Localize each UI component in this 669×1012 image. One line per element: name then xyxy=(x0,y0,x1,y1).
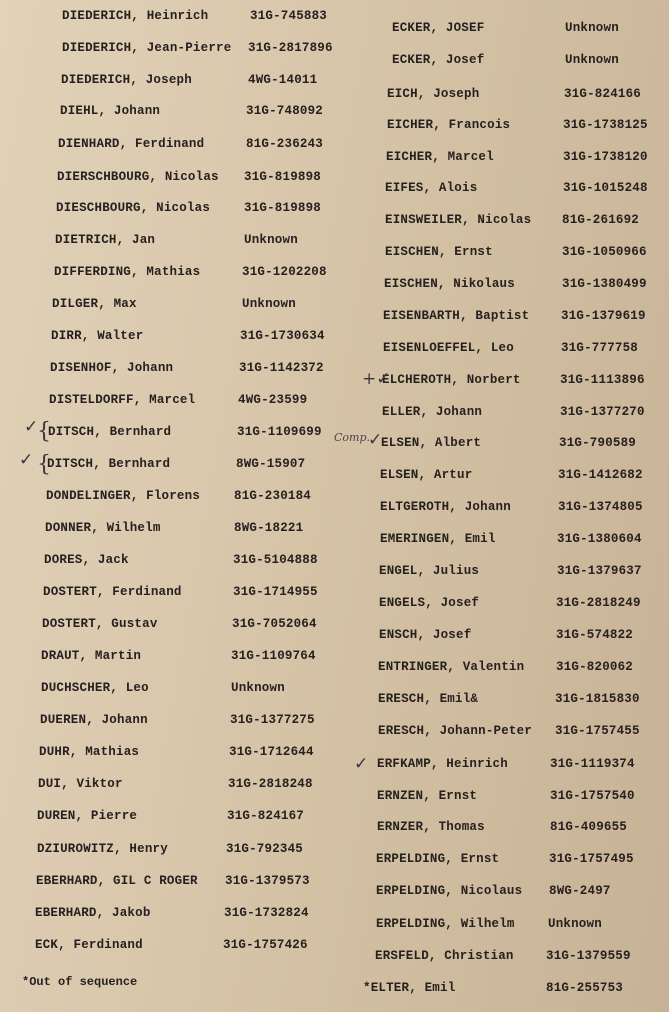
list-row xyxy=(0,745,360,765)
serial-number: Unknown xyxy=(231,681,285,695)
person-name: ELLER, Johann xyxy=(382,405,483,419)
list-row xyxy=(345,341,669,361)
serial-number: 81G-230184 xyxy=(234,489,312,503)
list-row xyxy=(345,724,669,744)
handwritten-check-mark: ✓ xyxy=(354,754,369,774)
serial-number: 31G-5104888 xyxy=(233,553,318,567)
list-row xyxy=(345,373,669,393)
serial-number: Unknown xyxy=(565,21,619,35)
person-name: DONDELINGER, Florens xyxy=(46,489,201,503)
list-row xyxy=(345,87,669,107)
serial-number: 31G-1757455 xyxy=(555,724,640,738)
person-name: EICH, Joseph xyxy=(387,87,480,101)
person-name: EBERHARD, Jakob xyxy=(35,906,151,920)
person-name: ERNZER, Thomas xyxy=(377,820,485,834)
person-name: EISCHEN, Ernst xyxy=(385,245,493,259)
serial-number: 31G-824166 xyxy=(564,87,642,101)
list-row xyxy=(345,820,669,840)
list-row xyxy=(345,53,669,73)
person-name: DIEHL, Johann xyxy=(60,104,161,118)
person-name: DIERSCHBOURG, Nicolas xyxy=(57,170,219,184)
handwritten-bracket: { xyxy=(37,419,51,444)
list-row xyxy=(0,393,360,413)
person-name: DISTELDORFF, Marcel xyxy=(49,393,196,407)
serial-number: 31G-1374805 xyxy=(558,500,643,514)
serial-number: 31G-1379637 xyxy=(557,564,642,578)
person-name: ECKER, JOSEF xyxy=(392,21,485,35)
person-name: DONNER, Wilhelm xyxy=(45,521,161,535)
person-name: EICHER, Francois xyxy=(387,118,511,132)
person-name: EBERHARD, GIL C ROGER xyxy=(36,874,198,888)
serial-number: 31G-7052064 xyxy=(232,617,317,631)
list-row xyxy=(0,9,360,29)
list-row xyxy=(345,436,669,456)
list-row xyxy=(0,233,360,253)
serial-number: 81G-261692 xyxy=(562,213,640,227)
list-row xyxy=(0,585,360,605)
person-name: ERPELDING, Ernst xyxy=(376,852,500,866)
list-row xyxy=(345,213,669,233)
serial-number: 31G-1109699 xyxy=(237,425,322,439)
person-name: DUREN, Pierre xyxy=(37,809,138,823)
person-name: EICHER, Marcel xyxy=(386,150,494,164)
list-row xyxy=(345,917,669,937)
serial-number: 31G-1050966 xyxy=(562,245,647,259)
list-row xyxy=(0,361,360,381)
list-row xyxy=(345,660,669,680)
person-name: ENGELS, Josef xyxy=(379,596,480,610)
serial-number: 31G-1712644 xyxy=(229,745,314,759)
list-row xyxy=(0,104,360,124)
serial-number: 31G-1142372 xyxy=(239,361,324,375)
list-row xyxy=(345,405,669,425)
serial-number: 31G-1732824 xyxy=(224,906,309,920)
handwritten-check-mark: +✓ xyxy=(362,369,391,389)
person-name: DIEDERICH, Joseph xyxy=(61,73,192,87)
serial-number: 31G-1377275 xyxy=(230,713,315,727)
person-name: EISCHEN, Nikolaus xyxy=(384,277,515,291)
serial-number: 31G-1113896 xyxy=(560,373,645,387)
serial-number: 4WG-14011 xyxy=(248,73,318,87)
person-name: ECK, Ferdinand xyxy=(35,938,143,952)
person-name: ERSFELD, Christian xyxy=(375,949,514,963)
list-row xyxy=(0,265,360,285)
person-name: DIEDERICH, Jean-Pierre xyxy=(62,41,232,55)
serial-number: 31G-820062 xyxy=(556,660,634,674)
list-row xyxy=(0,713,360,733)
person-name: ERFKAMP, Heinrich xyxy=(377,757,508,771)
serial-number: 31G-1377270 xyxy=(560,405,645,419)
serial-number: 31G-1738125 xyxy=(563,118,648,132)
list-row xyxy=(0,938,360,958)
list-row xyxy=(0,170,360,190)
handwritten-note: Comp. xyxy=(334,431,371,444)
serial-number: 81G-255753 xyxy=(546,981,624,995)
serial-number: 31G-1380499 xyxy=(562,277,647,291)
list-row xyxy=(0,777,360,797)
serial-number: 8WG-2497 xyxy=(549,884,611,898)
person-name: DOSTERT, Ferdinand xyxy=(43,585,182,599)
person-name: ENSCH, Josef xyxy=(379,628,472,642)
person-name: ELCHEROTH, Norbert xyxy=(382,373,521,387)
serial-number: 31G-2817896 xyxy=(248,41,333,55)
footnote: *Out of sequence xyxy=(22,975,138,989)
serial-number: 31G-777758 xyxy=(561,341,639,355)
serial-number: 31G-824167 xyxy=(227,809,305,823)
list-row xyxy=(0,809,360,829)
list-row xyxy=(0,617,360,637)
list-row xyxy=(345,981,669,1001)
person-name: ERESCH, Emil& xyxy=(378,692,479,706)
person-name: DIESCHBOURG, Nicolas xyxy=(56,201,211,215)
person-name: DZIUROWITZ, Henry xyxy=(37,842,168,856)
person-name: ENTRINGER, Valentin xyxy=(378,660,525,674)
list-row xyxy=(345,596,669,616)
serial-number: 31G-1379619 xyxy=(561,309,646,323)
person-name: ERNZEN, Ernst xyxy=(377,789,478,803)
list-row xyxy=(0,681,360,701)
serial-number: 31G-2818249 xyxy=(556,596,641,610)
serial-number: 31G-1730634 xyxy=(240,329,325,343)
handwritten-check-mark: ✓ xyxy=(24,417,39,437)
serial-number: 31G-792345 xyxy=(226,842,304,856)
serial-number: 31G-819898 xyxy=(244,201,322,215)
person-name: ERPELDING, Nicolaus xyxy=(376,884,523,898)
serial-number: 31G-1380604 xyxy=(557,532,642,546)
person-name: EIFES, Alois xyxy=(385,181,478,195)
serial-number: 8WG-15907 xyxy=(236,457,306,471)
list-row xyxy=(0,649,360,669)
serial-number: 31G-1714955 xyxy=(233,585,318,599)
list-row xyxy=(345,309,669,329)
list-row xyxy=(345,468,669,488)
serial-number: 31G-1412682 xyxy=(558,468,643,482)
serial-number: 31G-1757540 xyxy=(550,789,635,803)
person-name: *ELTER, Emil xyxy=(363,981,456,995)
person-name: DRAUT, Martin xyxy=(41,649,142,663)
person-name: DUCHSCHER, Leo xyxy=(41,681,149,695)
list-row xyxy=(345,245,669,265)
person-name: DIENHARD, Ferdinand xyxy=(58,137,205,151)
person-name: ELSEN, Artur xyxy=(380,468,473,482)
serial-number: 31G-1119374 xyxy=(550,757,635,771)
serial-number: 31G-1379559 xyxy=(546,949,631,963)
serial-number: Unknown xyxy=(565,53,619,67)
list-row xyxy=(0,297,360,317)
serial-number: Unknown xyxy=(244,233,298,247)
serial-number: 31G-1109764 xyxy=(231,649,316,663)
list-row xyxy=(0,553,360,573)
serial-number: 31G-1379573 xyxy=(225,874,310,888)
serial-number: 4WG-23599 xyxy=(238,393,308,407)
person-name: DUEREN, Johann xyxy=(40,713,148,727)
person-name: DILGER, Max xyxy=(52,297,137,311)
person-name: DITSCH, Bernhard xyxy=(48,425,172,439)
serial-number: 31G-1757426 xyxy=(223,938,308,952)
handwritten-check-mark: ✓ xyxy=(368,430,383,450)
person-name: DIRR, Walter xyxy=(51,329,144,343)
serial-number: Unknown xyxy=(242,297,296,311)
person-name: DIEDERICH, Heinrich xyxy=(62,9,209,23)
list-row xyxy=(345,949,669,969)
person-name: DORES, Jack xyxy=(44,553,129,567)
person-name: DIETRICH, Jan xyxy=(55,233,156,247)
list-row xyxy=(0,842,360,862)
list-row xyxy=(345,150,669,170)
serial-number: 31G-790589 xyxy=(559,436,637,450)
serial-number: 31G-1202208 xyxy=(242,265,327,279)
serial-number: 31G-1738120 xyxy=(563,150,648,164)
person-name: DUI, Viktor xyxy=(38,777,123,791)
list-row xyxy=(345,757,669,777)
list-row xyxy=(0,41,360,61)
person-name: ELSEN, Albert xyxy=(381,436,482,450)
person-name: ECKER, Josef xyxy=(392,53,485,67)
list-row xyxy=(345,500,669,520)
list-row xyxy=(345,118,669,138)
person-name: EINSWEILER, Nicolas xyxy=(385,213,532,227)
list-row xyxy=(345,789,669,809)
serial-number: 8WG-18221 xyxy=(234,521,304,535)
serial-number: 81G-236243 xyxy=(246,137,324,151)
handwritten-check-mark: ✓ xyxy=(19,450,34,470)
list-row xyxy=(0,874,360,894)
serial-number: 31G-1757495 xyxy=(549,852,634,866)
list-row xyxy=(345,21,669,41)
serial-number: 31G-574822 xyxy=(556,628,634,642)
list-row xyxy=(0,457,360,477)
person-name: DIFFERDING, Mathias xyxy=(54,265,201,279)
person-name: ERESCH, Johann-Peter xyxy=(378,724,533,738)
list-row xyxy=(345,277,669,297)
serial-number: 81G-409655 xyxy=(550,820,628,834)
handwritten-bracket: { xyxy=(37,452,51,477)
list-row xyxy=(0,73,360,93)
list-row xyxy=(345,692,669,712)
person-name: ENGEL, Julius xyxy=(379,564,480,578)
list-row xyxy=(345,532,669,552)
person-name: ELTGEROTH, Johann xyxy=(380,500,511,514)
list-row xyxy=(0,906,360,926)
serial-number: 31G-748092 xyxy=(246,104,324,118)
person-name: DOSTERT, Gustav xyxy=(42,617,158,631)
serial-number: Unknown xyxy=(548,917,602,931)
serial-number: 31G-745883 xyxy=(250,9,328,23)
person-name: EMERINGEN, Emil xyxy=(380,532,496,546)
person-name: DITSCH, Bernhard xyxy=(47,457,171,471)
person-name: EISENBARTH, Baptist xyxy=(383,309,530,323)
person-name: ERPELDING, Wilhelm xyxy=(376,917,515,931)
list-row xyxy=(345,884,669,904)
person-name: DUHR, Mathias xyxy=(39,745,140,759)
list-row xyxy=(345,181,669,201)
serial-number: 31G-1015248 xyxy=(563,181,648,195)
list-row xyxy=(0,137,360,157)
serial-number: 31G-819898 xyxy=(244,170,322,184)
list-row xyxy=(345,564,669,584)
serial-number: 31G-2818248 xyxy=(228,777,313,791)
list-row xyxy=(0,201,360,221)
list-row xyxy=(0,329,360,349)
list-row xyxy=(0,521,360,541)
list-row xyxy=(345,628,669,648)
person-name: DISENHOF, Johann xyxy=(50,361,174,375)
person-name: EISENLOEFFEL, Leo xyxy=(383,341,514,355)
list-row xyxy=(0,489,360,509)
list-row xyxy=(345,852,669,872)
serial-number: 31G-1815830 xyxy=(555,692,640,706)
list-row xyxy=(0,425,360,445)
